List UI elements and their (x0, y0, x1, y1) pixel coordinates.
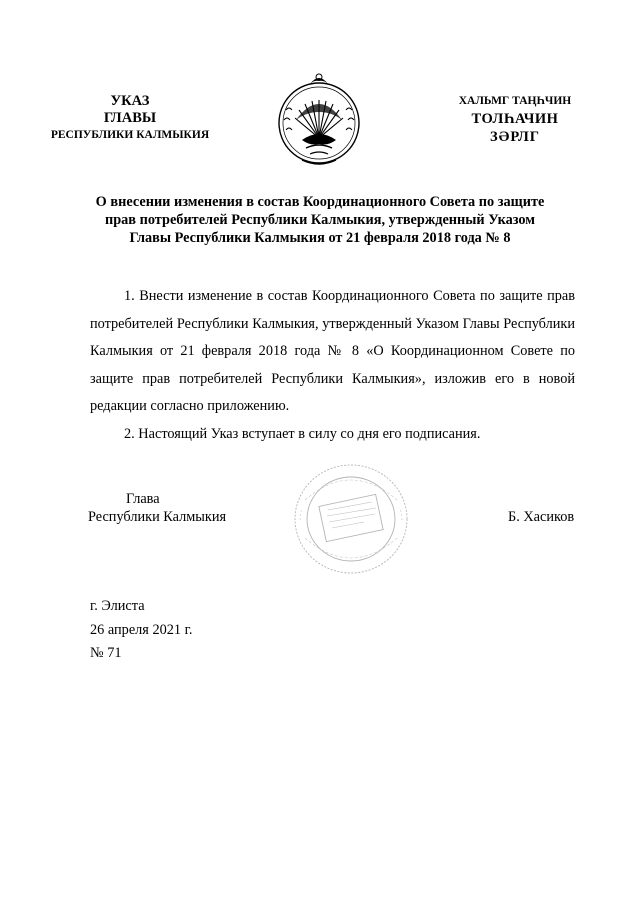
signatory-position: Глава (126, 491, 160, 507)
coat-of-arms-kalmykia-icon (272, 68, 366, 172)
paragraph-1: 1. Внести изменение в состав Координационного Совета по защите прав потребителей Республики Калмыкия, утвержденный Указом Главы Республики Калмыкия от 21 февраля 2018 года № 8 «О Координационном Совете по защите прав потребителей Республики Калмыкия», изложив его в новой редакции согласно приложению. (90, 288, 575, 414)
signatory-title (88, 490, 226, 526)
head-label: ГЛАВЫ (103, 110, 157, 126)
document-body (90, 283, 575, 448)
kalmyk-republic-label: ХАЛЬМГ ТАҢҺЧИН (458, 95, 572, 107)
republic-label: РЕСПУБЛИКИ КАЛМЫКИЯ (50, 129, 210, 141)
signatory-org: Республики Калмыкия (88, 509, 227, 525)
document-number: № 71 (90, 645, 122, 661)
place-of-signing: г. Элиста (90, 598, 145, 614)
official-seal-stamp-icon (290, 460, 412, 578)
signatory-name: Б. Хасиков (508, 509, 575, 525)
document-title (60, 193, 580, 247)
title-line: О внесении изменения в состав Координационного Совета по защите (95, 194, 545, 210)
header-left (30, 93, 230, 143)
header-right (440, 93, 590, 146)
kalmyk-head-label: ТОЛҺАЧИН (471, 111, 559, 127)
kalmyk-decree-label: ЗӘРЛГ (489, 129, 541, 145)
paragraph-2: 2. Настоящий Указ вступает в силу со дня его подписания. (124, 425, 481, 442)
title-line: прав потребителей Республики Калмыкия, утвержденный Указом (104, 212, 536, 228)
title-line: Главы Республики Калмыкия от 21 февраля 2018 года № 8 (129, 230, 511, 246)
document-footer (90, 595, 192, 666)
decree-label: УКАЗ (110, 93, 150, 109)
signing-date: 26 апреля 2021 г. (90, 621, 193, 638)
